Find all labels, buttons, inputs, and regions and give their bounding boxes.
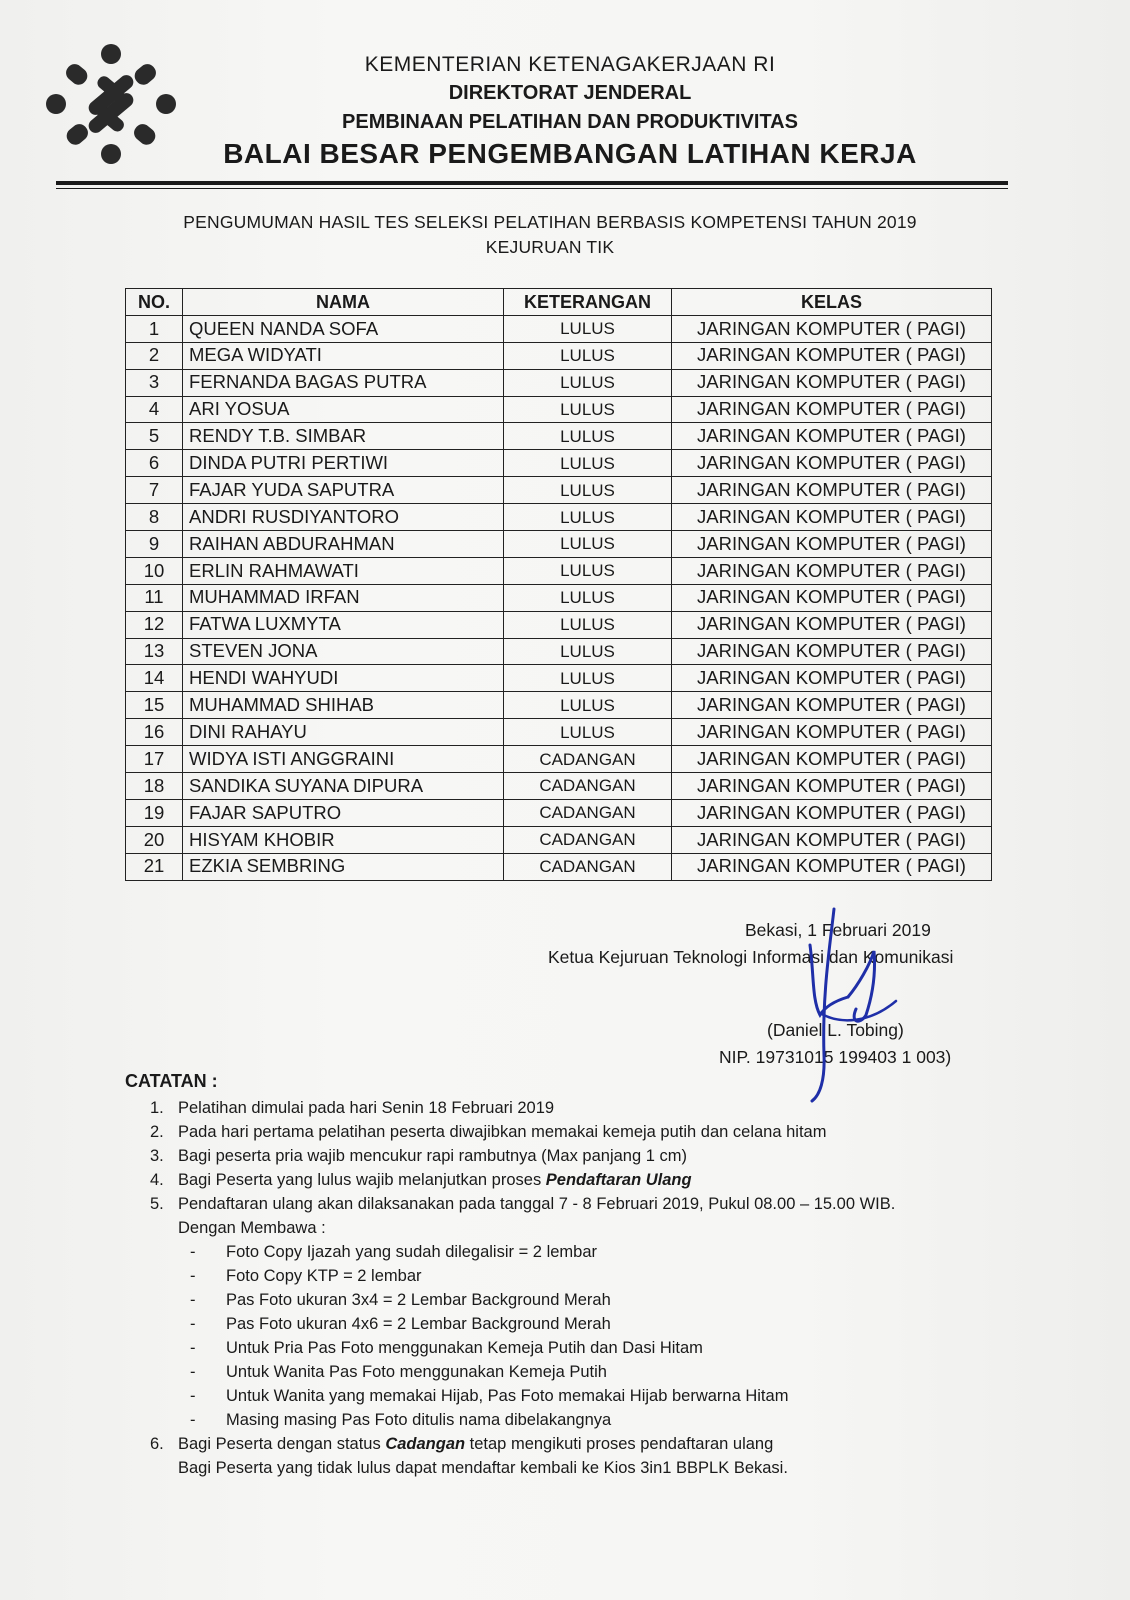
participant-class: JARINGAN KOMPUTER ( PAGI) bbox=[672, 396, 992, 423]
table-row bbox=[126, 692, 992, 719]
announcement-title: PENGUMUMAN HASIL TES SELEKSI PELATIHAN BERBASIS KOMPETENSI TAHUN 2019 bbox=[183, 212, 917, 232]
participant-name: ERLIN RAHMAWATI bbox=[183, 557, 504, 584]
row-number: 14 bbox=[126, 665, 183, 692]
note-text: tetap mengikuti proses pendaftaran ulang bbox=[465, 1435, 774, 1453]
row-number: 6 bbox=[126, 450, 183, 477]
note-emphasis: Pendaftaran Ulang bbox=[545, 1171, 692, 1189]
ministry-name: KEMENTERIAN KETENAGAKERJAAN RI bbox=[364, 53, 776, 76]
participant-status: LULUS bbox=[504, 477, 672, 504]
participant-status: CADANGAN bbox=[504, 799, 672, 826]
table-row bbox=[126, 746, 992, 773]
requirement-text: Foto Copy Ijazah yang sudah dilegalisir = 2 lembar bbox=[226, 1243, 598, 1261]
announcement-heading bbox=[120, 210, 980, 259]
table-row bbox=[126, 799, 992, 826]
participant-status: LULUS bbox=[504, 719, 672, 746]
participant-name: STEVEN JONA bbox=[183, 638, 504, 665]
logo-dot-top bbox=[101, 44, 121, 64]
participant-status: LULUS bbox=[504, 450, 672, 477]
table-row bbox=[126, 826, 992, 853]
participant-class: JARINGAN KOMPUTER ( PAGI) bbox=[672, 665, 992, 692]
row-number: 8 bbox=[126, 504, 183, 531]
participant-name: FAJAR SAPUTRO bbox=[183, 799, 504, 826]
logo-dot-left bbox=[46, 94, 66, 114]
note-number: 4. bbox=[150, 1171, 164, 1189]
requirement-text: Foto Copy KTP = 2 lembar bbox=[226, 1267, 422, 1285]
participant-class: JARINGAN KOMPUTER ( PAGI) bbox=[672, 719, 992, 746]
logo-dot-right bbox=[156, 94, 176, 114]
participant-status: LULUS bbox=[504, 638, 672, 665]
requirement-bullet: - bbox=[190, 1291, 196, 1309]
institution-name: BALAI BESAR PENGEMBANGAN LATIHAN KERJA bbox=[223, 138, 917, 169]
requirement-text: Pas Foto ukuran 3x4 = 2 Lembar Background Merah bbox=[226, 1291, 611, 1309]
signatory-nip: NIP. 19731015 199403 1 003) bbox=[719, 1047, 952, 1067]
note-text: Bagi peserta pria wajib mencukur rapi rambutnya (Max panjang 1 cm) bbox=[178, 1147, 687, 1165]
participant-status: CADANGAN bbox=[504, 773, 672, 800]
row-number: 3 bbox=[126, 369, 183, 396]
participant-class: JARINGAN KOMPUTER ( PAGI) bbox=[672, 826, 992, 853]
header-nama: NAMA bbox=[183, 289, 504, 316]
participant-name: MUHAMMAD IRFAN bbox=[183, 584, 504, 611]
requirement-item bbox=[125, 1408, 1025, 1432]
requirement-item bbox=[125, 1336, 1025, 1360]
requirement-text: Untuk Wanita Pas Foto menggunakan Kemeja Putih bbox=[226, 1363, 607, 1381]
table-row bbox=[126, 315, 992, 342]
letterhead-divider-thin bbox=[56, 188, 1008, 189]
requirement-bullet: - bbox=[190, 1315, 196, 1333]
row-number: 20 bbox=[126, 826, 183, 853]
note-text: Bagi Peserta yang tidak lulus dapat mendaftar kembali ke Kios 3in1 BBPLK Bekasi. bbox=[178, 1459, 788, 1477]
participant-name: EZKIA SEMBRING bbox=[183, 853, 504, 880]
note-number: 3. bbox=[150, 1147, 164, 1165]
participant-class: JARINGAN KOMPUTER ( PAGI) bbox=[672, 531, 992, 558]
table-row bbox=[126, 853, 992, 880]
division-name: PEMBINAAN PELATIHAN DAN PRODUKTIVITAS bbox=[342, 111, 798, 133]
requirement-item bbox=[125, 1288, 1025, 1312]
requirement-bullet: - bbox=[190, 1243, 196, 1261]
table-body bbox=[126, 315, 992, 880]
row-number: 21 bbox=[126, 853, 183, 880]
participant-class: JARINGAN KOMPUTER ( PAGI) bbox=[672, 504, 992, 531]
note-number: 5. bbox=[150, 1195, 164, 1213]
participant-status: LULUS bbox=[504, 584, 672, 611]
participant-status: LULUS bbox=[504, 423, 672, 450]
participant-status: CADANGAN bbox=[504, 853, 672, 880]
notes-title: CATATAN : bbox=[125, 1071, 218, 1091]
signature-place-date: Bekasi, 1 Februari 2019 bbox=[745, 920, 931, 940]
note-item-continuation bbox=[125, 1216, 1025, 1240]
note-item bbox=[125, 1432, 1025, 1456]
participant-status: LULUS bbox=[504, 611, 672, 638]
note-text: Bagi Peserta yang lulus wajib melanjutkan proses bbox=[178, 1171, 546, 1189]
requirement-item bbox=[125, 1264, 1025, 1288]
header-keterangan: KETERANGAN bbox=[504, 289, 672, 316]
table-row bbox=[126, 369, 992, 396]
requirements-list bbox=[125, 1240, 1025, 1432]
participant-class: JARINGAN KOMPUTER ( PAGI) bbox=[672, 746, 992, 773]
requirement-bullet: - bbox=[190, 1267, 196, 1285]
note-item bbox=[125, 1192, 1025, 1216]
table-row bbox=[126, 477, 992, 504]
participant-name: MEGA WIDYATI bbox=[183, 342, 504, 369]
participant-class: JARINGAN KOMPUTER ( PAGI) bbox=[672, 557, 992, 584]
row-number: 2 bbox=[126, 342, 183, 369]
requirement-text: Untuk Pria Pas Foto menggunakan Kemeja Putih dan Dasi Hitam bbox=[226, 1339, 703, 1357]
row-number: 1 bbox=[126, 315, 183, 342]
participant-status: LULUS bbox=[504, 342, 672, 369]
participant-status: LULUS bbox=[504, 665, 672, 692]
row-number: 16 bbox=[126, 719, 183, 746]
row-number: 12 bbox=[126, 611, 183, 638]
participant-status: CADANGAN bbox=[504, 746, 672, 773]
row-number: 15 bbox=[126, 692, 183, 719]
note-text: Bagi Peserta dengan status bbox=[178, 1435, 386, 1453]
participant-class: JARINGAN KOMPUTER ( PAGI) bbox=[672, 423, 992, 450]
requirement-bullet: - bbox=[190, 1363, 196, 1381]
table-row bbox=[126, 423, 992, 450]
participant-name: RAIHAN ABDURAHMAN bbox=[183, 531, 504, 558]
note-text: Pendaftaran ulang akan dilaksanakan pada tanggal 7 - 8 Februari 2019, Pukul 08.00 – 15.00 WIB. bbox=[178, 1195, 896, 1213]
note-number: 6. bbox=[150, 1435, 164, 1453]
letterhead bbox=[180, 54, 960, 168]
note-item bbox=[125, 1120, 1025, 1144]
directorate-name: DIREKTORAT JENDERAL bbox=[448, 82, 692, 104]
participant-name: FAJAR YUDA SAPUTRA bbox=[183, 477, 504, 504]
participant-class: JARINGAN KOMPUTER ( PAGI) bbox=[672, 584, 992, 611]
participant-name: MUHAMMAD SHIHAB bbox=[183, 692, 504, 719]
table-header-row bbox=[126, 289, 992, 316]
participant-status: LULUS bbox=[504, 557, 672, 584]
row-number: 9 bbox=[126, 531, 183, 558]
note-emphasis: Cadangan bbox=[385, 1435, 466, 1453]
signatory-name: (Daniel L. Tobing) bbox=[767, 1020, 904, 1040]
participant-name: FATWA LUXMYTA bbox=[183, 611, 504, 638]
letterhead-divider bbox=[56, 181, 1008, 185]
participant-name: ARI YOSUA bbox=[183, 396, 504, 423]
participant-class: JARINGAN KOMPUTER ( PAGI) bbox=[672, 799, 992, 826]
row-number: 10 bbox=[126, 557, 183, 584]
table-row bbox=[126, 557, 992, 584]
participant-name: HISYAM KHOBIR bbox=[183, 826, 504, 853]
table-row bbox=[126, 611, 992, 638]
row-number: 5 bbox=[126, 423, 183, 450]
ministry-logo bbox=[44, 42, 178, 166]
row-number: 19 bbox=[126, 799, 183, 826]
participant-name: ANDRI RUSDIYANTORO bbox=[183, 504, 504, 531]
note-item bbox=[125, 1144, 1025, 1168]
table-row bbox=[126, 773, 992, 800]
table-row bbox=[126, 450, 992, 477]
participant-class: JARINGAN KOMPUTER ( PAGI) bbox=[672, 315, 992, 342]
header-no: NO. bbox=[126, 289, 183, 316]
participant-name: FERNANDA BAGAS PUTRA bbox=[183, 369, 504, 396]
participant-name: WIDYA ISTI ANGGRAINI bbox=[183, 746, 504, 773]
table-row bbox=[126, 531, 992, 558]
participant-status: LULUS bbox=[504, 692, 672, 719]
table-row bbox=[126, 638, 992, 665]
note-item bbox=[125, 1168, 1025, 1192]
row-number: 4 bbox=[126, 396, 183, 423]
participant-name: DINDA PUTRI PERTIWI bbox=[183, 450, 504, 477]
participant-status: LULUS bbox=[504, 396, 672, 423]
participant-class: JARINGAN KOMPUTER ( PAGI) bbox=[672, 638, 992, 665]
signatory-position: Ketua Kejuruan Teknologi Informasi dan Komunikasi bbox=[548, 947, 954, 967]
participant-name: QUEEN NANDA SOFA bbox=[183, 315, 504, 342]
table-row bbox=[126, 504, 992, 531]
table-row bbox=[126, 396, 992, 423]
participant-class: JARINGAN KOMPUTER ( PAGI) bbox=[672, 692, 992, 719]
requirement-text: Untuk Wanita yang memakai Hijab, Pas Foto memakai Hijab berwarna Hitam bbox=[226, 1387, 789, 1405]
participant-status: LULUS bbox=[504, 369, 672, 396]
requirement-bullet: - bbox=[190, 1387, 196, 1405]
table-row bbox=[126, 342, 992, 369]
participant-name: SANDIKA SUYANA DIPURA bbox=[183, 773, 504, 800]
participant-class: JARINGAN KOMPUTER ( PAGI) bbox=[672, 369, 992, 396]
requirement-bullet: - bbox=[190, 1339, 196, 1357]
row-number: 18 bbox=[126, 773, 183, 800]
participant-status: LULUS bbox=[504, 531, 672, 558]
participant-status: LULUS bbox=[504, 504, 672, 531]
participant-class: JARINGAN KOMPUTER ( PAGI) bbox=[672, 342, 992, 369]
participant-name: HENDI WAHYUDI bbox=[183, 665, 504, 692]
note-item-continuation bbox=[125, 1456, 1025, 1480]
requirement-item bbox=[125, 1384, 1025, 1408]
note-number: 2. bbox=[150, 1123, 164, 1141]
participant-class: JARINGAN KOMPUTER ( PAGI) bbox=[672, 450, 992, 477]
note-text: Pada hari pertama pelatihan peserta diwajibkan memakai kemeja putih dan celana hitam bbox=[178, 1123, 827, 1141]
row-number: 13 bbox=[126, 638, 183, 665]
requirement-bullet: - bbox=[190, 1411, 196, 1429]
announcement-subtitle: KEJURUAN TIK bbox=[485, 236, 615, 257]
participant-status: LULUS bbox=[504, 315, 672, 342]
table-row bbox=[126, 584, 992, 611]
note-number: 1. bbox=[150, 1099, 164, 1117]
participant-name: RENDY T.B. SIMBAR bbox=[183, 423, 504, 450]
notes-section bbox=[125, 1071, 1025, 1480]
note-text: Dengan Membawa : bbox=[178, 1219, 326, 1237]
requirement-item bbox=[125, 1312, 1025, 1336]
requirement-item bbox=[125, 1240, 1025, 1264]
table-row bbox=[126, 719, 992, 746]
row-number: 11 bbox=[126, 584, 183, 611]
participant-name: DINI RAHAYU bbox=[183, 719, 504, 746]
note-item bbox=[125, 1096, 1025, 1120]
logo-dot-bottom bbox=[101, 144, 121, 164]
note-text: Pelatihan dimulai pada hari Senin 18 Februari 2019 bbox=[178, 1099, 555, 1117]
participant-class: JARINGAN KOMPUTER ( PAGI) bbox=[672, 477, 992, 504]
row-number: 7 bbox=[126, 477, 183, 504]
participant-status: CADANGAN bbox=[504, 826, 672, 853]
row-number: 17 bbox=[126, 746, 183, 773]
requirement-text: Masing masing Pas Foto ditulis nama dibelakangnya bbox=[226, 1411, 612, 1429]
results-table bbox=[125, 288, 992, 881]
requirement-text: Pas Foto ukuran 4x6 = 2 Lembar Background Merah bbox=[226, 1315, 611, 1333]
requirement-item bbox=[125, 1360, 1025, 1384]
table-row bbox=[126, 665, 992, 692]
header-kelas: KELAS bbox=[672, 289, 992, 316]
participant-class: JARINGAN KOMPUTER ( PAGI) bbox=[672, 773, 992, 800]
participant-class: JARINGAN KOMPUTER ( PAGI) bbox=[672, 611, 992, 638]
participant-class: JARINGAN KOMPUTER ( PAGI) bbox=[672, 853, 992, 880]
